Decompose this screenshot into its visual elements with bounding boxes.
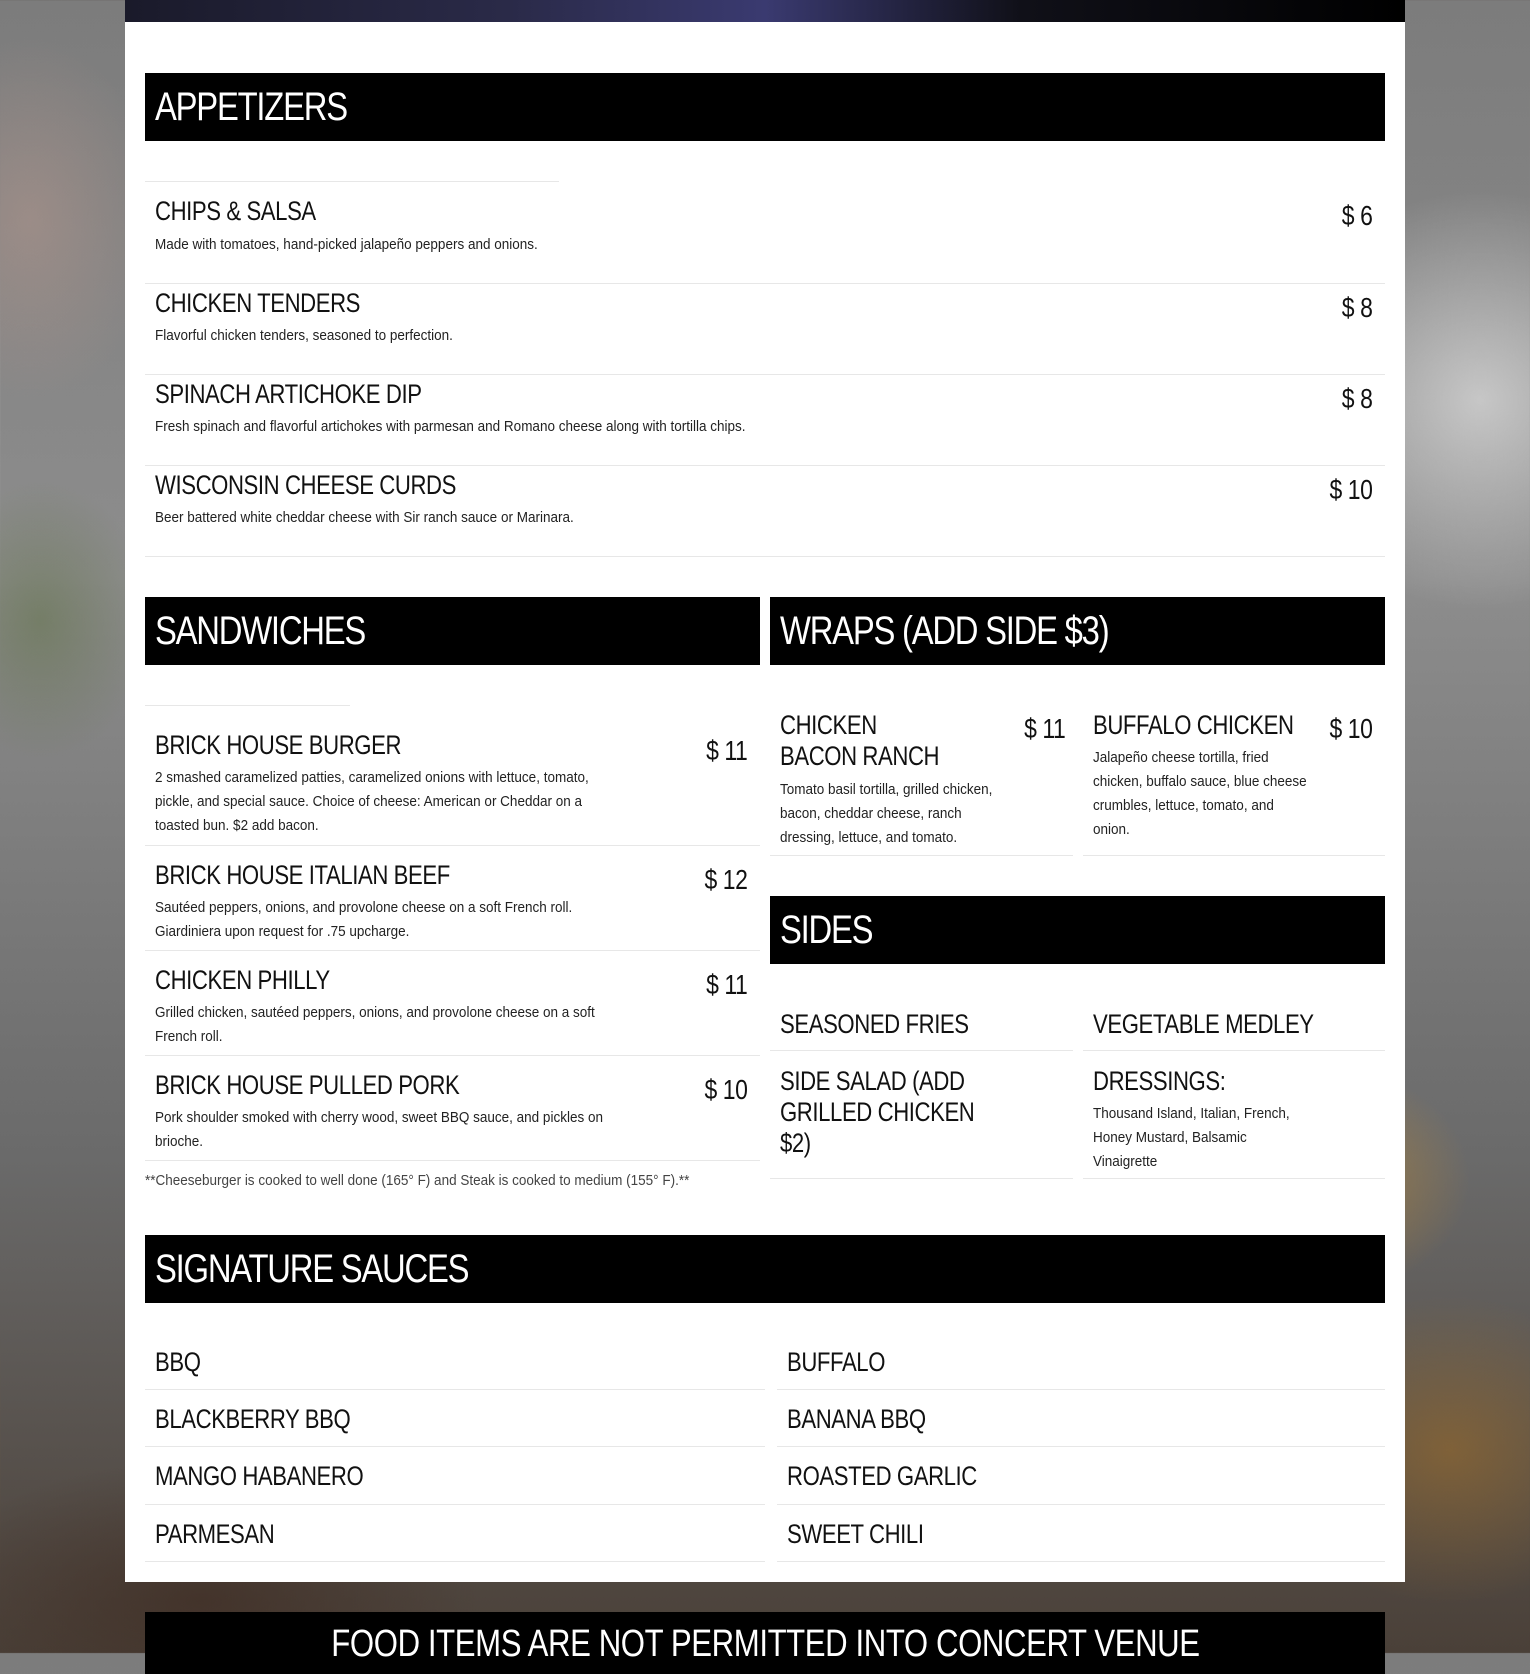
divider [145, 1504, 765, 1505]
side-item-description: Thousand Island, Italian, French, Honey Mustard, Balsamic Vinaigrette [1093, 1105, 1290, 1170]
item-price: $ 10 [703, 1074, 747, 1105]
section-header-sauces [145, 1235, 1385, 1303]
divider [1083, 1050, 1385, 1051]
item-name: BUFFALO CHICKEN [1093, 710, 1294, 740]
divider [770, 1050, 1073, 1051]
sauce-name: BANANA BBQ [787, 1404, 926, 1434]
section-title: WRAPS (ADD SIDE $3) [780, 608, 1109, 653]
venue-notice-banner [145, 1612, 1385, 1674]
sauce-name: BLACKBERRY BBQ [155, 1404, 351, 1434]
item-name: CHIPS & SALSA [155, 196, 316, 226]
item-description: Pork shoulder smoked with cherry wood, sweet BBQ sauce, and pickles on brioche. [155, 1109, 603, 1150]
item-price: $ 6 [1341, 200, 1372, 231]
item-price: $ 10 [1328, 713, 1372, 744]
side-item-name: SEASONED FRIES [780, 1009, 969, 1039]
item-name: BRICK HOUSE PULLED PORK [155, 1070, 460, 1100]
divider [1083, 1178, 1385, 1179]
section-header-appetizers [145, 73, 1385, 141]
item-description: Fresh spinach and flavorful artichokes with parmesan and Romano cheese along with tortilla chips. [155, 418, 746, 435]
divider [777, 1446, 1385, 1447]
item-description: Grilled chicken, sautéed peppers, onions, and provolone cheese on a soft French roll. [155, 1004, 595, 1045]
item-price: $ 8 [1341, 292, 1372, 323]
divider [145, 1561, 765, 1562]
section-title: APPETIZERS [155, 84, 347, 129]
menu-panel [125, 0, 1405, 1582]
sauce-name: MANGO HABANERO [155, 1461, 364, 1491]
divider [145, 1446, 765, 1447]
item-description: Jalapeño cheese tortilla, fried chicken, buffalo sauce, blue cheese crumbles, lettuce, tomato, and onion. [1093, 749, 1307, 838]
divider [145, 845, 760, 846]
item-name: BRICK HOUSE ITALIAN BEEF [155, 860, 450, 890]
sauce-name: BBQ [155, 1347, 201, 1377]
divider [145, 705, 350, 706]
item-name: CHICKEN BACON RANCH [780, 710, 940, 771]
section-title: SIDES [780, 907, 873, 952]
venue-notice-text: FOOD ITEMS ARE NOT PERMITTED INTO CONCERT VENUE [330, 1623, 1200, 1665]
item-name: CHICKEN TENDERS [155, 288, 361, 318]
header-image-strip [125, 0, 1405, 22]
section-header-wraps [770, 597, 1385, 665]
divider [777, 1389, 1385, 1390]
divider [777, 1504, 1385, 1505]
divider [770, 1178, 1073, 1179]
section-header-sides [770, 896, 1385, 964]
item-description: Beer battered white cheddar cheese with Sir ranch sauce or Marinara. [155, 509, 574, 526]
divider [145, 181, 559, 182]
side-item-name: DRESSINGS: [1093, 1066, 1226, 1096]
divider [145, 1389, 765, 1390]
cooking-note: **Cheeseburger is cooked to well done (165° F) and Steak is cooked to medium (155° F).** [145, 1172, 690, 1189]
item-description: Tomato basil tortilla, grilled chicken, bacon, cheddar cheese, ranch dressing, lettuce, and tomato. [780, 781, 993, 846]
item-price: $ 12 [703, 864, 747, 895]
sauce-name: BUFFALO [787, 1347, 886, 1377]
sauce-name: ROASTED GARLIC [787, 1461, 977, 1491]
divider [145, 1160, 760, 1161]
divider [777, 1561, 1385, 1562]
section-header-sandwiches [145, 597, 760, 665]
section-title: SIGNATURE SAUCES [155, 1246, 469, 1291]
divider [145, 1055, 760, 1056]
item-name: BRICK HOUSE BURGER [155, 730, 402, 760]
item-price: $ 8 [1341, 383, 1372, 414]
item-description: Sautéed peppers, onions, and provolone cheese on a soft French roll. Giardiniera upon request for .75 upcharge. [155, 899, 573, 940]
divider [145, 374, 1385, 375]
side-item-name: SIDE SALAD (ADD GRILLED CHICKEN $2) [780, 1066, 975, 1158]
item-name: SPINACH ARTICHOKE DIP [155, 379, 422, 409]
divider [770, 855, 1073, 856]
divider [145, 465, 1385, 466]
item-price: $ 10 [1328, 474, 1372, 505]
divider [145, 556, 1385, 557]
item-price: $ 11 [1023, 713, 1065, 744]
item-name: CHICKEN PHILLY [155, 965, 330, 995]
item-price: $ 11 [705, 969, 747, 1000]
section-title: SANDWICHES [155, 608, 366, 653]
item-name: WISCONSIN CHEESE CURDS [155, 470, 456, 500]
divider [145, 283, 1385, 284]
sauce-name: SWEET CHILI [787, 1519, 924, 1549]
side-item-name: VEGETABLE MEDLEY [1093, 1009, 1314, 1039]
sauce-name: PARMESAN [155, 1519, 275, 1549]
divider [145, 950, 760, 951]
divider [1083, 855, 1385, 856]
item-description: Flavorful chicken tenders, seasoned to perfection. [155, 327, 453, 344]
item-description: 2 smashed caramelized patties, caramelized onions with lettuce, tomato, pickle, and special sauce. Choice of cheese: American or Cheddar on a toasted bun. $2 add bacon. [155, 769, 589, 834]
item-price: $ 11 [705, 735, 747, 766]
item-description: Made with tomatoes, hand-picked jalapeño peppers and onions. [155, 236, 538, 253]
